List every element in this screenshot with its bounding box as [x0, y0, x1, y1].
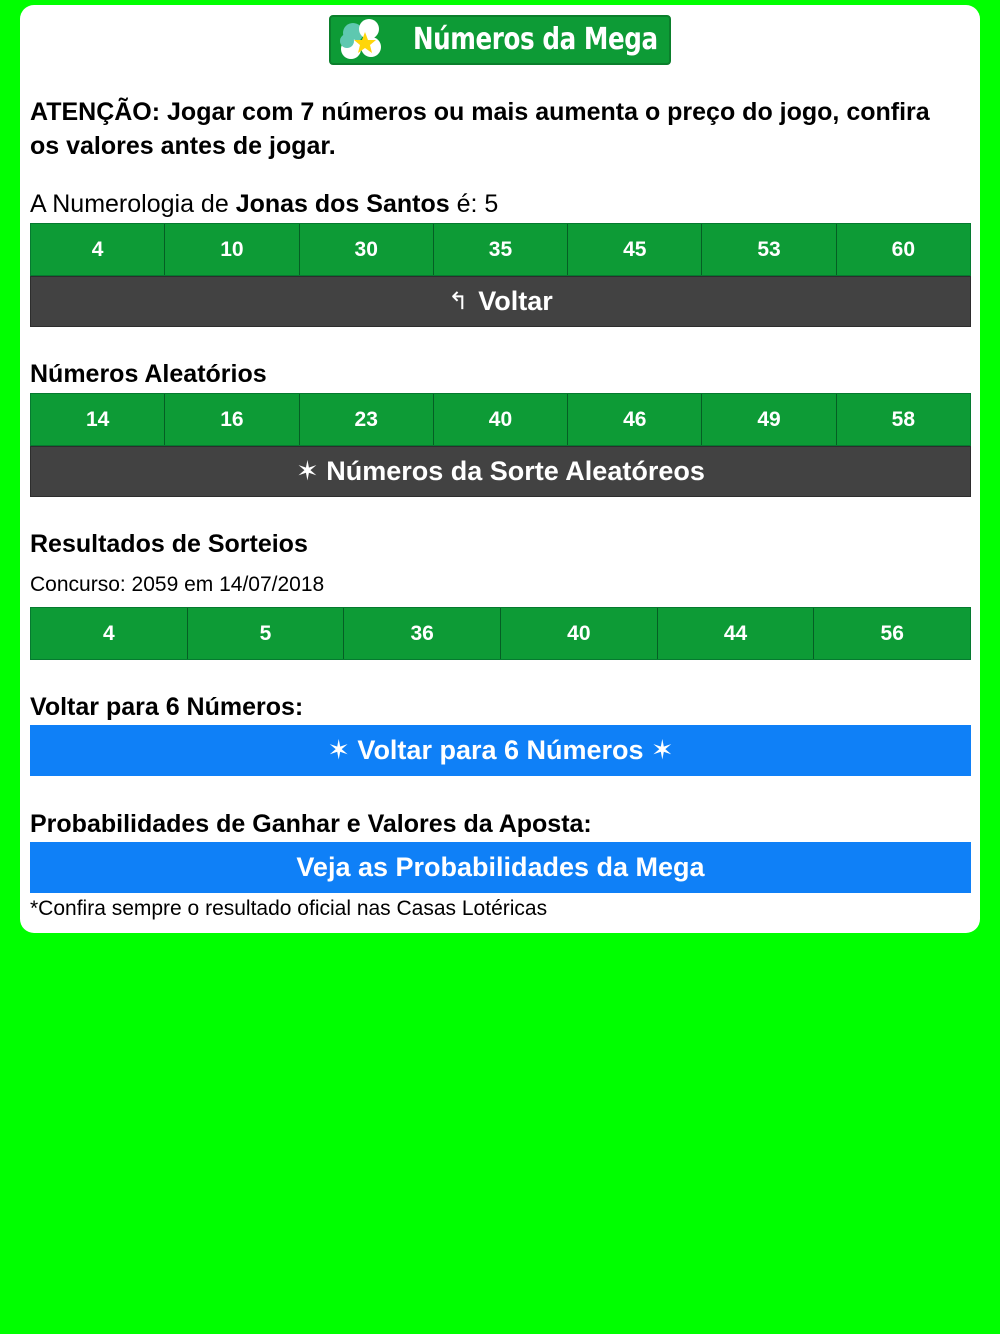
number-cell: 45: [568, 224, 702, 275]
number-cell: 30: [300, 224, 434, 275]
results-heading: Resultados de Sorteios: [30, 530, 308, 558]
random-heading: Números Aleatórios: [30, 360, 267, 388]
numerology-numbers: [30, 223, 971, 276]
number-cell: 49: [702, 394, 836, 445]
result-numbers: [30, 607, 971, 660]
clover-star-icon: [335, 18, 395, 64]
probabilities-heading: Probabilidades de Ganhar e Valores da Aposta:: [30, 810, 592, 838]
number-cell: 60: [837, 224, 970, 275]
six-numbers-button[interactable]: ✶ Voltar para 6 Números ✶: [30, 725, 971, 776]
number-cell: 40: [501, 608, 658, 659]
back-button-label: Voltar: [478, 286, 553, 316]
contest-info: Concurso: 2059 em 14/07/2018: [30, 573, 325, 596]
footnote: *Confira sempre o resultado oficial nas Casas Lotéricas: [30, 897, 548, 920]
price-warning: ATENÇÃO: Jogar com 7 números ou mais aumenta o preço do jogo, confira os valores antes de jogar.: [30, 98, 930, 160]
number-cell: 16: [165, 394, 299, 445]
number-cell: 10: [165, 224, 299, 275]
number-cell: 53: [702, 224, 836, 275]
number-cell: 23: [300, 394, 434, 445]
content-card: [20, 5, 980, 933]
number-cell: 46: [568, 394, 702, 445]
number-cell: 40: [434, 394, 568, 445]
number-cell: 4: [31, 608, 188, 659]
number-cell: 36: [344, 608, 501, 659]
number-cell: 35: [434, 224, 568, 275]
random-numbers-button[interactable]: ✶ Números da Sorte Aleatóreos: [30, 446, 971, 497]
app-logo: [329, 15, 671, 65]
six-numbers-heading: Voltar para 6 Números:: [30, 693, 304, 721]
probabilities-button[interactable]: Veja as Probabilidades da Mega: [30, 842, 971, 893]
numerology-suffix: é: [449, 190, 471, 218]
number-cell: 4: [31, 224, 165, 275]
return-arrow-icon: ↰: [448, 288, 469, 315]
number-cell: 58: [837, 394, 970, 445]
numerology-value: : 5: [470, 190, 499, 218]
number-cell: 5: [188, 608, 345, 659]
back-button[interactable]: [30, 276, 971, 327]
number-cell: 14: [31, 394, 165, 445]
numerology-heading: [30, 190, 498, 219]
numerology-prefix: A Numerologia de: [30, 190, 236, 218]
person-name: Jonas dos Santos: [235, 190, 450, 218]
random-numbers: [30, 393, 971, 446]
number-cell: 56: [814, 608, 970, 659]
app-title: Números da Mega: [413, 22, 658, 57]
number-cell: 44: [658, 608, 815, 659]
